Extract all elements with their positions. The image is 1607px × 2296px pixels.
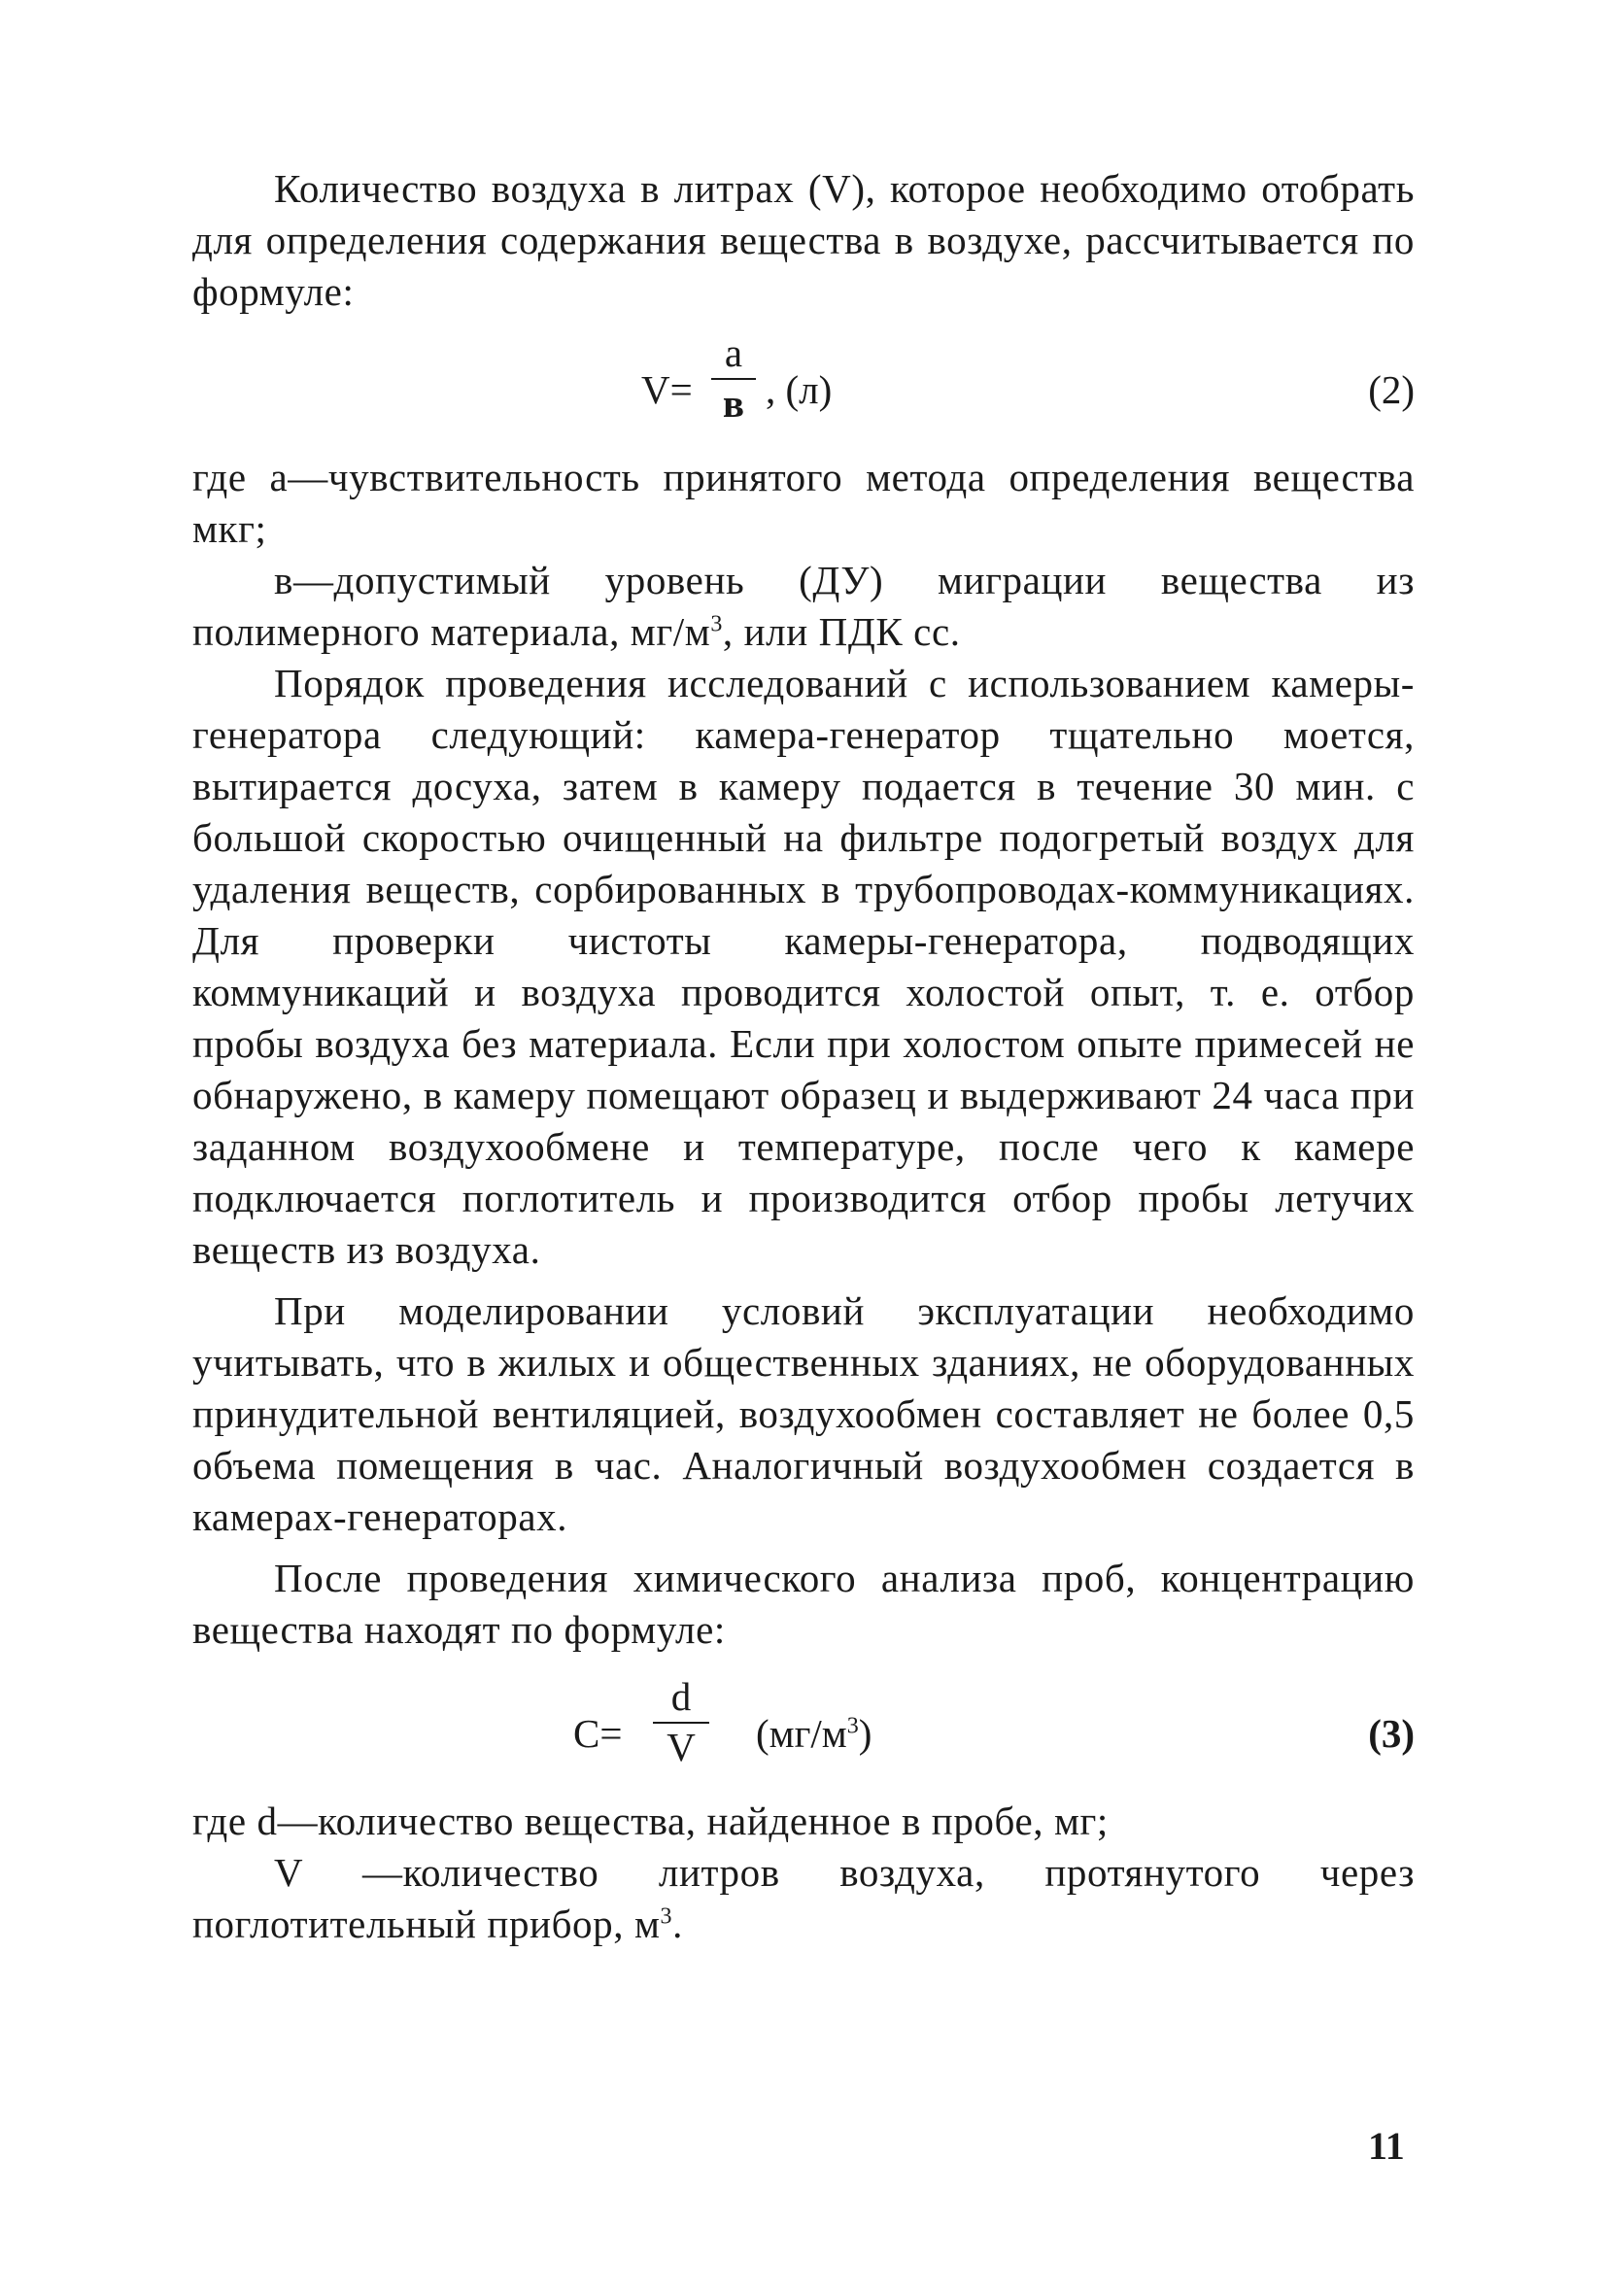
formula-2-denominator: в <box>722 381 745 426</box>
formula-3-unit-close: ) <box>858 1711 872 1756</box>
page-number: 11 <box>1368 2124 1405 2168</box>
where-v-text: V —количество литров воздуха, протянутого через поглотительный прибор, м <box>192 1850 1415 1946</box>
formula-2-number: (2) <box>1368 367 1415 412</box>
where-d-definition: где d—количество вещества, найденное в пробе, мг; <box>192 1799 1109 1843</box>
procedure-paragraph: Порядок проведения исследований с использованием камеры-генератора следующий: камера-генератор тщательно моется, вытирается досуха, затем в камеру подается в течение 30 мин. с большой скоростью очищенный на фильтре подогретый воздух для удаления веществ, сорбированных в трубопроводах-коммуникациях. Для проверки чистоты камеры-генератора, подводящих коммуникаций и воздуха проводится холостой опыт, т. е. отбор пробы воздуха без материала. Если при холостом опыте примесей не обнаружено, в камеру помещают образец и выдерживают 24 часа при заданном воздухообмене и температуре, после чего к камере подключается поглотитель и производится отбор пробы летучих веществ из воздуха. <box>192 661 1415 1272</box>
analysis-paragraph: После проведения химического анализа проб, концентрацию вещества находят по формуле: <box>192 1556 1415 1652</box>
formula-3-number: (3) <box>1368 1711 1415 1756</box>
where-b-text: в—допустимый уровень (ДУ) миграции вещества из полимерного материала, мг/м <box>192 558 1415 654</box>
intro-paragraph: Количество воздуха в литрах (V), которое необходимо отобрать для определения содержания вещества в воздухе, рассчитывается по формуле: <box>192 166 1415 314</box>
formula-3-unit <box>756 1710 872 1757</box>
formula-3-unit-superscript: 3 <box>846 1713 859 1739</box>
formula-3-denominator: V <box>667 1725 696 1769</box>
formula-2-fraction-bar <box>711 378 756 380</box>
where-v-superscript: 3 <box>660 1903 673 1930</box>
formula-3-fraction <box>653 1675 709 1768</box>
formula-3 <box>192 1675 1415 1792</box>
where-v-definition <box>192 1847 1415 1950</box>
formula-3-numerator: d <box>670 1674 692 1719</box>
where-v-tail: . <box>672 1902 683 1946</box>
formula-3-fraction-bar <box>653 1722 709 1724</box>
formula-2 <box>192 331 1415 448</box>
where-b-superscript: 3 <box>710 611 723 637</box>
formula-2-numerator: a <box>724 330 743 375</box>
page-content <box>192 163 1415 1950</box>
formula-2-lhs: V= <box>641 367 693 412</box>
where-b-tail: , или ПДК сс. <box>722 609 961 654</box>
formula-3-unit-text: (мг/м <box>756 1711 847 1756</box>
where-a-definition: где а—чувствительность принятого метода определения вещества мкг; <box>192 455 1415 551</box>
formula-2-unit: , (л) <box>766 367 833 412</box>
modeling-paragraph: При моделировании условий эксплуатации необходимо учитывать, что в жилых и общественных зданиях, не оборудованных принудительной вентиляцией, воздухообмен составляет не более 0,5 объема помещения в час. Аналогичный воздухообмен создается в камерах-генераторах. <box>192 1288 1415 1539</box>
formula-3-lhs: C= <box>573 1711 623 1756</box>
formula-2-fraction <box>711 331 756 425</box>
where-b-definition <box>192 555 1415 658</box>
